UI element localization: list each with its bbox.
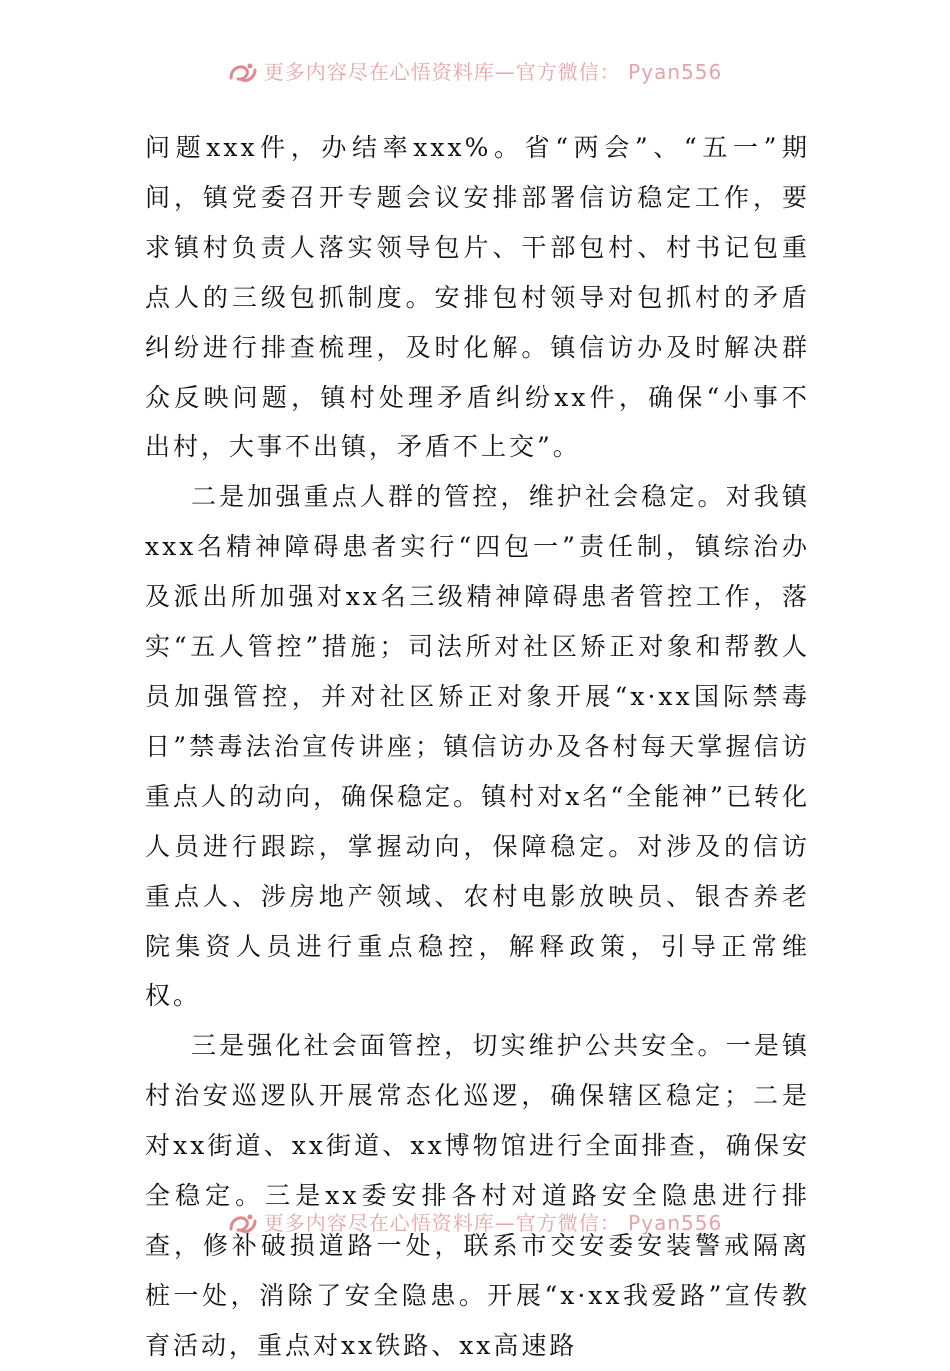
watermark-text: 更多内容尽在心悟资料库—官方微信： Pyan556 (263, 1211, 723, 1235)
header-watermark (0, 56, 950, 85)
footer-watermark (0, 1207, 950, 1236)
paragraph-1: 问题xxx件，办结率xxx%。省“两会”、“五一”期间，镇党委召开专题会议安排部署信访稳定工作，要求镇村负责人落实领导包片、干部包村、村书记包重点人的三级包抓制度。安排包村领导对包抓村的矛盾纠纷进行排查梳理，及时化解。镇信访办及时解决群众反映问题，镇村处理矛盾纠纷xx件，确保“小事不出村，大事不出镇，矛盾不上交”。 (145, 133, 810, 462)
watermark-text: 更多内容尽在心悟资料库—官方微信： Pyan556 (263, 60, 723, 84)
paragraph-3: 三是强化社会面管控，切实维护公共安全。一是镇村治安巡逻队开展常态化巡逻，确保辖区稳定；二是对xx街道、xx街道、xx博物馆进行全面排查，确保安全稳定。三是xx委安排各村对道路安全隐患进行排查，修补破损道路一处，联系市交安委安装警戒隔离桩一处，消除了安全隐患。开展“x·xx我爱路”宣传教育活动，重点对xx铁路、xx高速路 (145, 1031, 810, 1360)
paragraph-2: 二是加强重点人群的管控，维护社会稳定。对我镇xxx名精神障碍患者实行“四包一”责任制，镇综治办及派出所加强对xx名三级精神障碍患者管控工作，落实“五人管控”措施；司法所对社区矫正对象和帮教人员加强管控，并对社区矫正对象开展“x·xx国际禁毒日”禁毒法治宣传讲座；镇信访办及各村每天掌握信访重点人的动向，确保稳定。镇村对x名“全能神”已转化人员进行跟踪，掌握动向，保障稳定。对涉及的信访重点人、涉房地产领域、农村电影放映员、银杏养老院集资人员进行重点稳控，解释政策，引导正常维权。 (145, 482, 810, 1011)
document-body (145, 123, 810, 1371)
watermark-logo-icon (228, 60, 258, 84)
watermark-logo-icon (228, 1211, 258, 1235)
